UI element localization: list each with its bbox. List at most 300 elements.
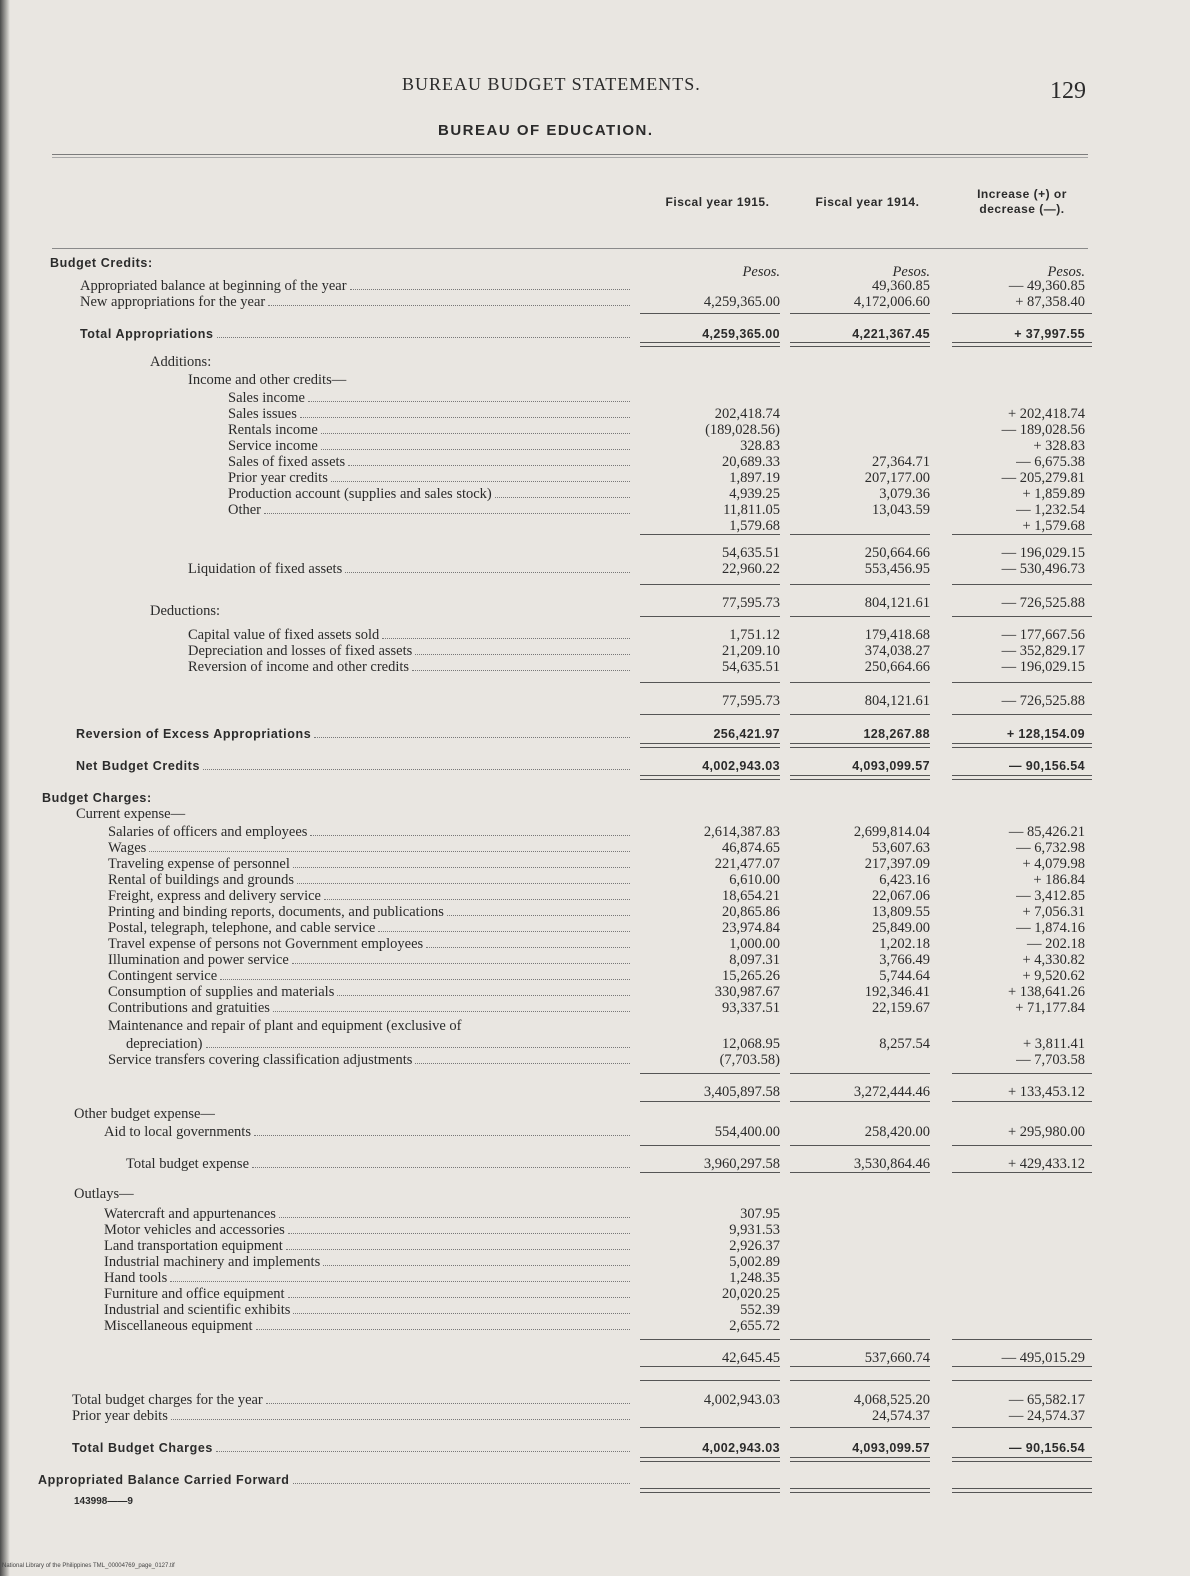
cell-c2: 250,664.66 bbox=[864, 659, 930, 675]
cell-c1: 54,635.51 bbox=[722, 659, 780, 675]
row-label: Appropriated Balance Carried Forward bbox=[38, 1473, 290, 1487]
cell-c2: 27,364.71 bbox=[872, 454, 930, 470]
row-postal bbox=[0, 920, 1190, 936]
row-label: Contributions and gratuities bbox=[108, 1000, 270, 1016]
cell-c3: + 1,859.89 bbox=[1022, 486, 1085, 502]
row-label: Service transfers covering classification adjustments bbox=[108, 1052, 413, 1068]
dot-leader bbox=[149, 851, 630, 852]
cell-c2: 6,423.16 bbox=[879, 872, 930, 888]
row-label: Printing and binding reports, documents, and publications bbox=[108, 904, 444, 920]
cell-c3: — 6,732.98 bbox=[1016, 840, 1085, 856]
double-rule bbox=[790, 775, 930, 780]
footer-code: 143998——9 bbox=[74, 1496, 133, 1507]
row-printing bbox=[0, 904, 1190, 920]
cell-c3: — 196,029.15 bbox=[1001, 659, 1085, 675]
single-rule bbox=[952, 584, 1092, 585]
single-rule bbox=[952, 1101, 1092, 1102]
cell-c3: + 429,433.12 bbox=[1007, 1156, 1085, 1172]
row-rental bbox=[0, 872, 1190, 888]
cell-c2: 22,067.06 bbox=[872, 888, 930, 904]
row-capital-value bbox=[0, 627, 1190, 643]
cell-c2: 4,172,006.60 bbox=[853, 294, 930, 310]
row-label: Land transportation equipment bbox=[104, 1238, 283, 1254]
row-budget-charges bbox=[0, 790, 1190, 806]
single-rule bbox=[640, 313, 780, 314]
cell-c1: 11,811.05 bbox=[723, 502, 780, 518]
row-net-credits bbox=[0, 758, 1190, 774]
row-label: Total budget expense bbox=[126, 1156, 250, 1172]
dot-leader bbox=[495, 497, 630, 498]
dot-leader bbox=[331, 481, 630, 482]
cell-c3: + 133,453.12 bbox=[1007, 1084, 1085, 1100]
row-label: Budget Charges: bbox=[42, 791, 152, 805]
row-label: depreciation) bbox=[126, 1036, 203, 1052]
cell-c1: 1,248.35 bbox=[729, 1270, 780, 1286]
cell-c2: 13,043.59 bbox=[872, 502, 930, 518]
row-label: Miscellaneous equipment bbox=[104, 1318, 253, 1334]
dot-leader bbox=[314, 737, 630, 738]
dot-leader bbox=[170, 1281, 630, 1282]
dot-leader bbox=[337, 995, 630, 996]
dot-leader bbox=[426, 947, 630, 948]
single-rule bbox=[952, 616, 1092, 617]
dot-leader bbox=[293, 1483, 630, 1484]
row-label: Aid to local governments bbox=[104, 1124, 251, 1140]
single-rule bbox=[790, 534, 930, 535]
dot-leader bbox=[203, 769, 630, 770]
cell-c1: 15,265.26 bbox=[722, 968, 780, 984]
cell-c3: — 495,015.29 bbox=[1001, 1350, 1085, 1366]
cell-c2: 207,177.00 bbox=[864, 470, 930, 486]
single-rule bbox=[640, 1339, 780, 1340]
row-additions bbox=[0, 354, 1190, 370]
cell-c1: 77,595.73 bbox=[722, 693, 780, 709]
cell-c3: + 37,997.55 bbox=[1014, 327, 1085, 341]
row-wages bbox=[0, 840, 1190, 856]
cell-c3: — 189,028.56 bbox=[1001, 422, 1085, 438]
row-label: Current expense— bbox=[76, 806, 186, 822]
single-rule bbox=[790, 682, 930, 683]
dot-leader bbox=[293, 867, 630, 868]
row-label: Hand tools bbox=[104, 1270, 168, 1286]
single-rule bbox=[790, 313, 930, 314]
dot-leader bbox=[378, 931, 630, 932]
cell-c1: 6,610.00 bbox=[729, 872, 780, 888]
cell-c3: + 128,154.09 bbox=[1006, 727, 1085, 741]
row-sum-deductions bbox=[0, 693, 1190, 709]
row-label: Sales of fixed assets bbox=[228, 454, 346, 470]
cell-c1: 3,405,897.58 bbox=[703, 1084, 780, 1100]
cell-c3: + 295,980.00 bbox=[1007, 1124, 1085, 1140]
cell-c1: 77,595.73 bbox=[722, 595, 780, 611]
dot-leader bbox=[286, 1249, 630, 1250]
cell-c1: 330,987.67 bbox=[714, 984, 780, 1000]
dot-leader bbox=[288, 1297, 630, 1298]
double-rule bbox=[952, 1488, 1092, 1493]
single-rule bbox=[640, 1172, 780, 1173]
double-rule bbox=[790, 1457, 930, 1462]
cell-c2: 179,418.68 bbox=[864, 627, 930, 643]
row-total-approp bbox=[0, 326, 1190, 342]
cell-c1: 4,259,365.00 bbox=[702, 327, 780, 341]
dot-leader bbox=[279, 1217, 630, 1218]
row-contributions bbox=[0, 1000, 1190, 1016]
cell-c1: 20,865.86 bbox=[722, 904, 780, 920]
row-reversion-income bbox=[0, 659, 1190, 675]
cell-c3: + 4,330.82 bbox=[1022, 952, 1085, 968]
cell-c3: — 49,360.85 bbox=[1008, 278, 1085, 294]
row-approp-balance bbox=[0, 278, 1190, 294]
double-rule bbox=[790, 743, 930, 748]
row-total-budget-expense bbox=[0, 1156, 1190, 1172]
cell-c2: 804,121.61 bbox=[864, 595, 930, 611]
cell-c2: 4,093,099.57 bbox=[852, 1441, 930, 1455]
cell-c3: — 1,232.54 bbox=[1016, 502, 1085, 518]
row-other-budget bbox=[0, 1106, 1190, 1122]
row-carried-forward bbox=[0, 1472, 1190, 1488]
row-label: Freight, express and delivery service bbox=[108, 888, 321, 904]
row-sales-fixed bbox=[0, 454, 1190, 470]
double-rule bbox=[952, 775, 1092, 780]
cell-c2: 217,397.09 bbox=[864, 856, 930, 872]
row-label: Budget Credits: bbox=[50, 256, 153, 270]
page-subtitle: BUREAU OF EDUCATION. bbox=[438, 122, 654, 139]
running-title: BUREAU BUDGET STATEMENTS. bbox=[402, 74, 701, 94]
cell-c3: Pesos. bbox=[1047, 264, 1085, 280]
dot-leader bbox=[252, 1167, 630, 1168]
row-sub-income bbox=[0, 545, 1190, 561]
row-new-approp bbox=[0, 294, 1190, 310]
single-rule bbox=[952, 1339, 1092, 1340]
cell-c1: Pesos. bbox=[742, 264, 780, 280]
row-hand-tools bbox=[0, 1270, 1190, 1286]
dot-leader bbox=[415, 654, 630, 655]
cell-c1: (7,703.58) bbox=[719, 1052, 780, 1068]
dot-leader bbox=[288, 1233, 630, 1234]
dot-leader bbox=[266, 1403, 630, 1404]
row-label: Salaries of officers and employees bbox=[108, 824, 308, 840]
row-label: Capital value of fixed assets sold bbox=[188, 627, 380, 643]
cell-c1: 554,400.00 bbox=[714, 1124, 780, 1140]
row-label: Illumination and power service bbox=[108, 952, 289, 968]
row-label: Travel expense of persons not Government employees bbox=[108, 936, 424, 952]
cell-c3: — 6,675.38 bbox=[1016, 454, 1085, 470]
cell-c3: + 3,811.41 bbox=[1022, 1036, 1085, 1052]
cell-c1: 12,068.95 bbox=[722, 1036, 780, 1052]
row-furniture bbox=[0, 1286, 1190, 1302]
cell-c2: 3,530,864.46 bbox=[853, 1156, 930, 1172]
cell-c3: — 1,874.16 bbox=[1016, 920, 1085, 936]
cell-c2: 53,607.63 bbox=[872, 840, 930, 856]
cell-c3: + 4,079.98 bbox=[1022, 856, 1085, 872]
single-rule bbox=[952, 1145, 1092, 1146]
single-rule bbox=[790, 616, 930, 617]
row-liquidation bbox=[0, 561, 1190, 577]
row-label: Wages bbox=[108, 840, 147, 856]
single-rule bbox=[952, 682, 1092, 683]
cell-c2: 258,420.00 bbox=[864, 1124, 930, 1140]
dot-leader bbox=[254, 1135, 630, 1136]
cell-c1: 221,477.07 bbox=[714, 856, 780, 872]
cell-c2: 553,456.95 bbox=[864, 561, 930, 577]
cell-c1: 4,002,943.03 bbox=[702, 1441, 780, 1455]
cell-c1: 46,874.65 bbox=[722, 840, 780, 856]
row-travel-non-gov bbox=[0, 936, 1190, 952]
row-illumination bbox=[0, 952, 1190, 968]
cell-c3: + 7,056.31 bbox=[1022, 904, 1085, 920]
cell-c3: + 202,418.74 bbox=[1007, 406, 1085, 422]
row-motor bbox=[0, 1222, 1190, 1238]
single-rule bbox=[640, 714, 780, 715]
cell-c3: — 90,156.54 bbox=[1009, 759, 1085, 773]
row-sales-income bbox=[0, 390, 1190, 406]
row-freight bbox=[0, 888, 1190, 904]
row-prior-debits bbox=[0, 1408, 1190, 1424]
dot-leader bbox=[206, 1047, 630, 1048]
row-rentals-income bbox=[0, 422, 1190, 438]
row-label: Industrial machinery and implements bbox=[104, 1254, 321, 1270]
cell-c1: 1,579.68 bbox=[729, 518, 780, 534]
cell-c2: 25,849.00 bbox=[872, 920, 930, 936]
row-outlays bbox=[0, 1186, 1190, 1202]
row-label: Total Budget Charges bbox=[72, 1441, 213, 1455]
scan-credit: National Library of the Philippines TML_00004769_page_0127.tif bbox=[2, 1563, 175, 1569]
row-salaries bbox=[0, 824, 1190, 840]
double-rule bbox=[640, 342, 780, 347]
cell-c1: 23,974.84 bbox=[722, 920, 780, 936]
row-label: Motor vehicles and accessories bbox=[104, 1222, 285, 1238]
column-header-fy1915: Fiscal year 1915. bbox=[665, 195, 770, 209]
row-total-charges-year bbox=[0, 1392, 1190, 1408]
cell-c1: 2,655.72 bbox=[729, 1318, 780, 1334]
row-reversion-excess bbox=[0, 726, 1190, 742]
row-label: Rental of buildings and grounds bbox=[108, 872, 295, 888]
dot-leader bbox=[412, 670, 630, 671]
row-label: Liquidation of fixed assets bbox=[188, 561, 343, 577]
cell-c2: 5,744.64 bbox=[879, 968, 930, 984]
row-consumption bbox=[0, 984, 1190, 1000]
row-label: Total Appropriations bbox=[80, 327, 214, 341]
row-other bbox=[0, 502, 1190, 518]
cell-c3: — 85,426.21 bbox=[1008, 824, 1085, 840]
row-label: Service income bbox=[228, 438, 318, 454]
cell-c1: 18,654.21 bbox=[722, 888, 780, 904]
row-label: Deductions: bbox=[150, 603, 221, 619]
row-label: Other budget expense— bbox=[74, 1106, 215, 1122]
dot-leader bbox=[345, 572, 630, 573]
dot-leader bbox=[220, 979, 630, 980]
single-rule bbox=[640, 534, 780, 535]
row-label: Industrial and scientific exhibits bbox=[104, 1302, 291, 1318]
single-rule bbox=[790, 1172, 930, 1173]
dot-leader bbox=[297, 883, 630, 884]
cell-c3: — 177,667.56 bbox=[1001, 627, 1085, 643]
row-production bbox=[0, 486, 1190, 502]
cell-c1: 1,000.00 bbox=[729, 936, 780, 952]
single-rule bbox=[790, 1073, 930, 1074]
single-rule bbox=[640, 1380, 780, 1381]
row-label: Sales income bbox=[228, 390, 305, 406]
cell-c1: 20,689.33 bbox=[722, 454, 780, 470]
cell-c3: — 65,582.17 bbox=[1008, 1392, 1085, 1408]
double-rule bbox=[952, 1457, 1092, 1462]
row-label: Contingent service bbox=[108, 968, 218, 984]
row-traveling bbox=[0, 856, 1190, 872]
dot-leader bbox=[256, 1329, 630, 1330]
dot-leader bbox=[216, 1451, 630, 1452]
cell-c1: 3,960,297.58 bbox=[703, 1156, 780, 1172]
single-rule bbox=[952, 1172, 1092, 1173]
row-total-charges bbox=[0, 1440, 1190, 1456]
cell-c1: 54,635.51 bbox=[722, 545, 780, 561]
dot-leader bbox=[273, 1011, 630, 1012]
single-rule bbox=[640, 584, 780, 585]
row-label: Reversion of income and other credits bbox=[188, 659, 410, 675]
cell-c1: 93,337.51 bbox=[722, 1000, 780, 1016]
dot-leader bbox=[350, 289, 630, 290]
cell-c3: — 352,829.17 bbox=[1001, 643, 1085, 659]
row-label: Other bbox=[228, 502, 262, 518]
row-maintenance-b bbox=[0, 1036, 1190, 1052]
single-rule bbox=[790, 1427, 930, 1428]
row-land-transport bbox=[0, 1238, 1190, 1254]
cell-c1: (189,028.56) bbox=[705, 422, 780, 438]
row-label: Furniture and office equipment bbox=[104, 1286, 285, 1302]
column-header-change: Increase (+) or decrease (—). bbox=[977, 187, 1067, 216]
dot-leader bbox=[292, 963, 630, 964]
cell-c1: 42,645.45 bbox=[722, 1350, 780, 1366]
single-rule bbox=[640, 1101, 780, 1102]
dot-leader bbox=[415, 1063, 630, 1064]
cell-c3: + 328.83 bbox=[1033, 438, 1085, 454]
row-income-credits bbox=[0, 372, 1190, 388]
cell-c2: 192,346.41 bbox=[864, 984, 930, 1000]
dot-leader bbox=[382, 638, 630, 639]
double-rule bbox=[640, 743, 780, 748]
row-label: Traveling expense of personnel bbox=[108, 856, 290, 872]
dot-leader bbox=[268, 305, 630, 306]
row-contingent bbox=[0, 968, 1190, 984]
row-other-b bbox=[0, 518, 1190, 534]
cell-c3: — 3,412.85 bbox=[1016, 888, 1085, 904]
single-rule bbox=[640, 1145, 780, 1146]
cell-c1: 9,931.53 bbox=[729, 1222, 780, 1238]
single-rule bbox=[640, 1073, 780, 1074]
double-rule bbox=[952, 743, 1092, 748]
dot-leader bbox=[293, 1313, 630, 1314]
cell-c2: 4,068,525.20 bbox=[853, 1392, 930, 1408]
dot-leader bbox=[217, 337, 630, 338]
header-rule bbox=[52, 248, 1088, 249]
row-label: Additions: bbox=[150, 354, 212, 370]
cell-c2: 24,574.37 bbox=[872, 1408, 930, 1424]
dot-leader bbox=[264, 513, 630, 514]
row-label: Appropriated balance at beginning of the year bbox=[80, 278, 347, 294]
double-rule bbox=[640, 775, 780, 780]
cell-c3: + 1,579.68 bbox=[1022, 518, 1085, 534]
cell-c2: 804,121.61 bbox=[864, 693, 930, 709]
cell-c3: — 24,574.37 bbox=[1008, 1408, 1085, 1424]
cell-c2: 128,267.88 bbox=[863, 727, 930, 741]
cell-c1: 2,926.37 bbox=[729, 1238, 780, 1254]
row-aid-local bbox=[0, 1124, 1190, 1140]
cell-c1: 4,939.25 bbox=[729, 486, 780, 502]
row-exhibits bbox=[0, 1302, 1190, 1318]
cell-c2: Pesos. bbox=[892, 264, 930, 280]
cell-c1: 202,418.74 bbox=[714, 406, 780, 422]
row-label: Consumption of supplies and materials bbox=[108, 984, 335, 1000]
row-misc-equip bbox=[0, 1318, 1190, 1334]
single-rule bbox=[790, 1101, 930, 1102]
row-label: Postal, telegraph, telephone, and cable service bbox=[108, 920, 376, 936]
cell-c2: 2,699,814.04 bbox=[853, 824, 930, 840]
cell-c2: 8,257.54 bbox=[879, 1036, 930, 1052]
row-label: Total budget charges for the year bbox=[72, 1392, 263, 1408]
single-rule bbox=[640, 682, 780, 683]
row-watercraft bbox=[0, 1206, 1190, 1222]
top-rule bbox=[52, 154, 1088, 158]
cell-c1: 20,020.25 bbox=[722, 1286, 780, 1302]
cell-c3: — 726,525.88 bbox=[1001, 693, 1085, 709]
cell-c1: 8,097.31 bbox=[729, 952, 780, 968]
single-rule bbox=[952, 1380, 1092, 1381]
single-rule bbox=[790, 584, 930, 585]
dot-leader bbox=[348, 465, 630, 466]
row-current-expense bbox=[0, 806, 1190, 822]
single-rule bbox=[952, 313, 1092, 314]
single-rule bbox=[952, 1073, 1092, 1074]
single-rule bbox=[640, 1366, 780, 1367]
cell-c3: — 530,496.73 bbox=[1001, 561, 1085, 577]
row-label: Prior year debits bbox=[72, 1408, 168, 1424]
cell-c3: — 202.18 bbox=[1027, 936, 1085, 952]
cell-c3: + 186.84 bbox=[1033, 872, 1085, 888]
double-rule bbox=[640, 1457, 780, 1462]
row-label: Sales issues bbox=[228, 406, 297, 422]
cell-c1: 22,960.22 bbox=[722, 561, 780, 577]
cell-c3: — 196,029.15 bbox=[1001, 545, 1085, 561]
dot-leader bbox=[321, 433, 630, 434]
cell-c1: 4,259,365.00 bbox=[703, 294, 780, 310]
row-label: Depreciation and losses of fixed assets bbox=[188, 643, 413, 659]
cell-c3: — 90,156.54 bbox=[1009, 1441, 1085, 1455]
single-rule bbox=[790, 714, 930, 715]
row-label: Income and other credits— bbox=[188, 372, 347, 388]
row-prior-credits bbox=[0, 470, 1190, 486]
dot-leader bbox=[171, 1419, 630, 1420]
cell-c3: — 726,525.88 bbox=[1001, 595, 1085, 611]
row-label: Outlays— bbox=[74, 1186, 134, 1202]
row-label: Rentals income bbox=[228, 422, 318, 438]
row-service-income bbox=[0, 438, 1190, 454]
row-label: Maintenance and repair of plant and equipment (exclusive of bbox=[108, 1018, 462, 1034]
row-label: New appropriations for the year bbox=[80, 294, 266, 310]
row-label: Watercraft and appurtenances bbox=[104, 1206, 276, 1222]
cell-c3: + 87,358.40 bbox=[1015, 294, 1085, 310]
cell-c2: 4,093,099.57 bbox=[852, 759, 930, 773]
dot-leader bbox=[300, 417, 630, 418]
cell-c1: 21,209.10 bbox=[722, 643, 780, 659]
cell-c1: 2,614,387.83 bbox=[703, 824, 780, 840]
single-rule bbox=[790, 1380, 930, 1381]
cell-c1: 4,002,943.03 bbox=[703, 1392, 780, 1408]
row-industrial-mach bbox=[0, 1254, 1190, 1270]
page-left-edge bbox=[0, 0, 10, 1576]
cell-c3: + 9,520.62 bbox=[1022, 968, 1085, 984]
double-rule bbox=[790, 342, 930, 347]
cell-c2: 1,202.18 bbox=[879, 936, 930, 952]
dot-leader bbox=[310, 835, 630, 836]
